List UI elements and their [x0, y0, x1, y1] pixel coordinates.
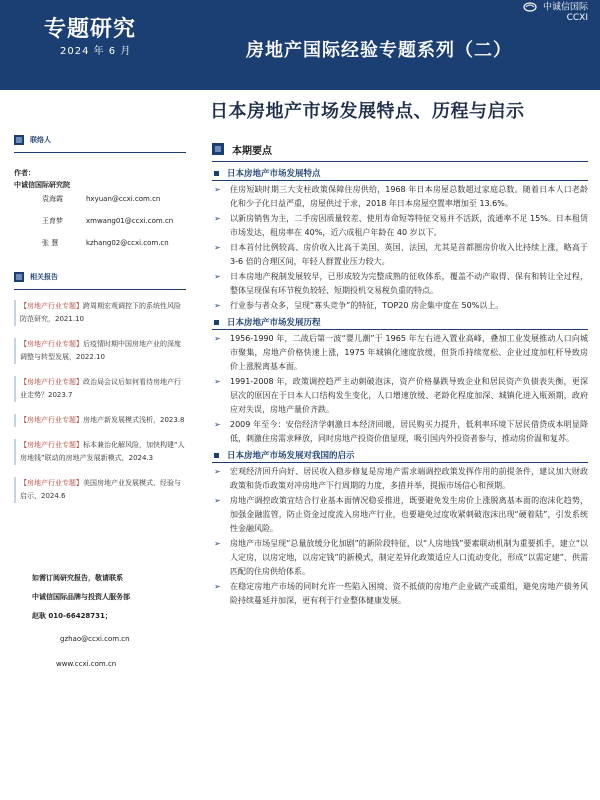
list-item [212, 241, 588, 269]
author-email[interactable]: hxyuan@ccxi.com.cn [86, 195, 161, 203]
section-marker-icon [14, 135, 24, 145]
list-item [212, 212, 588, 240]
arrow-bullet-icon: ➢ [214, 377, 221, 386]
arrow-bullet-icon: ➢ [214, 539, 221, 548]
website-link[interactable]: www.ccxi.com.cn [56, 660, 117, 668]
arrow-bullet-icon: ➢ [214, 420, 221, 429]
related-reports-list [14, 300, 186, 503]
section-title [212, 448, 588, 462]
related-report-link[interactable] [14, 477, 186, 503]
square-bullet-icon [214, 453, 219, 458]
arrow-bullet-icon: ➢ [214, 272, 221, 281]
subscription-contact [32, 572, 130, 671]
report-tag: 【房地产行业专题】 [20, 479, 83, 487]
list-item [212, 375, 588, 417]
brand-name-cn: 中诚信国际 [542, 2, 588, 13]
contact-line-1: 如需订阅研究报告，敬请联系 [32, 574, 123, 582]
related-report-link[interactable] [14, 338, 186, 364]
section-marker-icon [14, 272, 24, 282]
report-tag: 【房地产行业专题】 [20, 378, 83, 386]
report-title: 后疫情时期中国房地产业的深度调整与转型发展，2022.10 [20, 340, 181, 361]
list-item [212, 465, 588, 493]
section-title-text: 日本房地产市场发展特点 [227, 169, 321, 179]
report-title: 美国房地产业发展模式、经验与启示，2024.6 [20, 479, 181, 500]
contact-phone: 赵耿 010-66428731； [32, 612, 112, 620]
header-banner [0, 0, 600, 90]
section-history [212, 315, 588, 446]
brand-name-en: CCXI [566, 12, 588, 23]
author-name: 袁海霞 [42, 195, 63, 203]
related-report-link[interactable] [14, 414, 186, 427]
list-item [212, 299, 588, 313]
divider [212, 462, 588, 463]
divider [212, 180, 588, 181]
item-text: 在稳定房地产市场的同时允许一些陷入困境、资不抵债的房地产企业破产或重组，避免房地产债务风险持续蔓延并加深，更有利于行业整体健康发展。 [230, 582, 588, 605]
item-text: 1956-1990 年，二战后第一波“婴儿潮”于 1965 年左右进入置业高峰，叠加工业发展推动人口向城市聚集，房地产价格快速上涨，1975 年城镇化速度放缓，但货币持续宽松、企业过度加杠杆导致房价上涨脱离基本面。 [230, 334, 588, 371]
section-title [212, 166, 588, 180]
list-item [212, 494, 588, 536]
item-text: 住房短缺时期三大支柱政策保障住房供给，1968 年日本房屋总数超过家庭总数。随着日本人口老龄化和少子化日益严重，房屋供过于求，2018 年日本房屋空置率增加至 13.6%。 [230, 185, 588, 208]
related-report-link[interactable] [14, 376, 186, 402]
institution-name: 中诚信国际研究院 [14, 181, 70, 189]
list-item [212, 580, 588, 608]
item-text: 以新房销售为主，二手房因质量较差、使用寿命短等特征交易并不活跃，流通率不足 15%。日本租赁市场发达，租房率在 40%，近六成租户年龄在 40 岁以下。 [230, 214, 588, 237]
section-title-text: 日本房地产市场发展历程 [227, 318, 321, 328]
arrow-bullet-icon: ➢ [214, 496, 221, 505]
author-row [14, 215, 186, 227]
author-email[interactable]: xmwang01@ccxi.com.cn [86, 217, 174, 225]
sidebar [14, 130, 186, 515]
item-text: 1991-2008 年，政策调控趋严主动刺破泡沫，资产价格暴跌导致企业和居民资产负债表失衡，更深层次的原因在于日本人口结构发生变化，人口增速放缓、老龄化程度加深、城镇化进入瓶颈期，政府应对失误，房地产量价齐跌。 [230, 377, 588, 414]
report-title: 跨周期宏观调控下的系统性风险防范研究，2021.10 [20, 302, 181, 323]
list-item [212, 332, 588, 374]
divider [14, 289, 186, 290]
authors-label: 作者： [14, 169, 35, 177]
related-header-label: 相关报告 [30, 273, 58, 281]
author-email[interactable]: kzhang02@ccxi.com.cn [86, 239, 169, 247]
report-type: 专题研究 [44, 17, 137, 42]
item-text: 日本房地产税制发展较早，已形成较为完整成熟的征收体系，覆盖不动产取得、保有和转让全过程，整体呈现保有环节税负较轻、短期投机交易税负重的特点。 [230, 272, 588, 295]
list-item [212, 537, 588, 579]
square-bullet-icon [214, 171, 219, 176]
arrow-bullet-icon: ➢ [214, 301, 221, 310]
key-points-panel [212, 140, 588, 609]
arrow-bullet-icon: ➢ [214, 185, 221, 194]
report-title: 政治局会议后如何看待房地产行业走势？2023.7 [20, 378, 181, 399]
report-tag: 【房地产行业专题】 [20, 302, 83, 310]
authors-block [14, 167, 186, 249]
key-points-header [212, 140, 588, 158]
item-text: 日本首付比例较高、房价收入比高于美国、英国、法国，尤其是首都圈房价收入比持续上涨，略高于 3-6 倍的合理区间，年轻人群置业压力较大。 [230, 243, 588, 266]
item-text: 房地产调控政策宜结合行业基本面情况稳妥推进，既要避免发生房价上涨脱离基本面的泡沫化趋势，加强金融监管，防止资金过度流入房地产行业，也要避免过度收紧刺破泡沫出现“硬着陆”，引发系统性金融风险。 [230, 496, 588, 533]
arrow-bullet-icon: ➢ [214, 334, 221, 343]
divider [14, 152, 186, 153]
author-row [14, 237, 186, 249]
item-text: 宏观经济回升向好、居民收入稳步修复是房地产需求端调控政策发挥作用的前提条件，建议加大财政政策和货币政策对冲房地产下行周期的力度，多措并举，提振市场信心和预期。 [230, 467, 588, 490]
section-title [212, 315, 588, 329]
contact-section-header [14, 130, 186, 150]
square-bullet-icon [214, 320, 219, 325]
contact-header-label: 联络人 [30, 136, 51, 144]
section-title-text: 日本房地产市场发展对我国的启示 [227, 451, 355, 461]
arrow-bullet-icon: ➢ [214, 582, 221, 591]
related-section-header [14, 267, 186, 287]
report-title: 标本兼治化解风险，加快构建“人房地钱”联动的房地产发展新模式，2024.3 [20, 441, 185, 462]
report-date: 2024 年 6 月 [60, 46, 132, 57]
contact-line-2: 中诚信国际品牌与投资人服务部 [32, 593, 130, 601]
item-text: 房地产市场呈现“总量放缓分化加剧”的新阶段特征，以“人房地钱”要素联动机制为重要抓手，建立“以人定房，以房定地，以房定钱”的新模式，制定差异化政策适应人口流动变化，形成“以需定建”、供需匹配的住房供给体系。 [230, 539, 588, 576]
author-name: 张 慧 [42, 239, 59, 247]
author-row [14, 193, 186, 205]
related-report-link[interactable] [14, 300, 186, 326]
divider [212, 161, 588, 162]
arrow-bullet-icon: ➢ [214, 214, 221, 223]
list-item [212, 183, 588, 211]
brand-logo-icon [523, 2, 537, 12]
report-tag: 【房地产行业专题】 [20, 340, 83, 348]
related-report-link[interactable] [14, 439, 186, 465]
series-title: 房地产国际经验专题系列（二） [246, 40, 512, 61]
report-tag: 【房地产行业专题】 [20, 416, 83, 424]
report-subtitle: 日本房地产市场发展特点、历程与启示 [210, 101, 525, 122]
report-tag: 【房地产行业专题】 [20, 441, 83, 449]
report-title: 房地产新发展模式浅析，2023.8 [83, 416, 185, 424]
list-item [212, 270, 588, 298]
key-points-title: 本期要点 [232, 145, 272, 157]
section-marker-icon [212, 143, 224, 155]
arrow-bullet-icon: ➢ [214, 243, 221, 252]
divider [212, 329, 588, 330]
arrow-bullet-icon: ➢ [214, 467, 221, 476]
author-name: 王育梦 [42, 217, 63, 225]
list-item [212, 418, 588, 446]
section-implications [212, 448, 588, 608]
item-text: 2009 年至今：安倍经济学刺激日本经济回暖，居民购买力提升，低利率环境下居民借贷成本明显降低，刺激住房需求释放，同时房地产投资价值显现，吸引国内外投资者参与，推动房价温和复苏。 [230, 420, 588, 443]
contact-email[interactable]: gzhao@ccxi.com.cn [60, 635, 130, 643]
brand-logo [523, 2, 588, 23]
section-characteristics [212, 166, 588, 313]
item-text: 行业参与者众多，呈现“寡头竞争”的特征，TOP20 房企集中度在 50%以上。 [230, 301, 504, 310]
